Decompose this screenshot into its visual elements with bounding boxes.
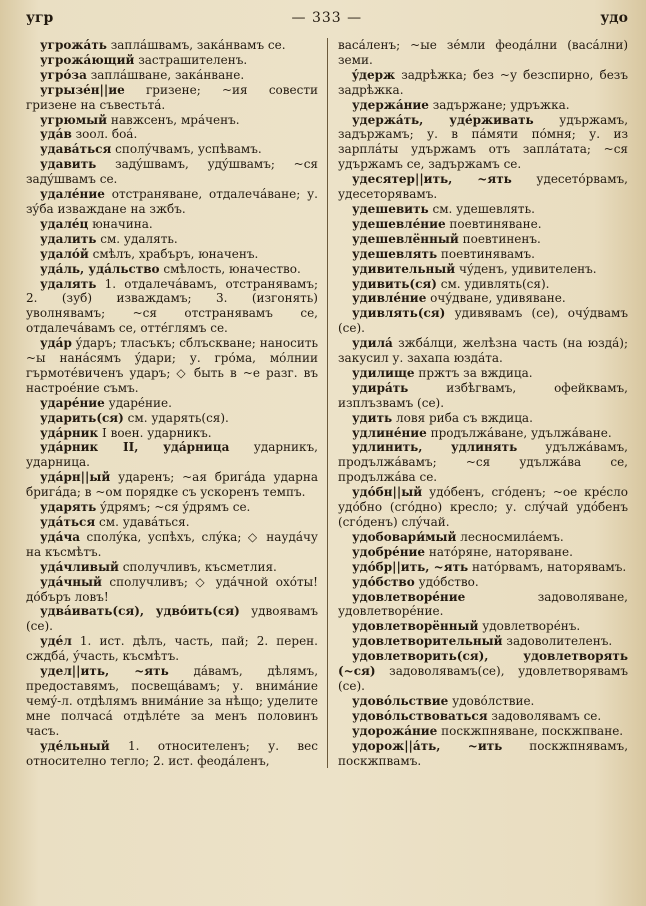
- entry-definition: удовлетворéнъ.: [478, 619, 581, 634]
- entry-headword: удилище: [352, 365, 415, 380]
- entry-definition: см. удавáться.: [95, 515, 190, 529]
- entry-headword: удовóльствие: [352, 693, 449, 708]
- entry-definition: задýшвамъ, удýшвамъ; ~ся задýшвамъ се.: [26, 157, 318, 187]
- entry-definition: навжсенъ, мрáченъ.: [107, 112, 240, 127]
- entry-definition: ýдрямъ; ~ся ýдрямъ се.: [96, 500, 251, 515]
- entry-headword: удáрн||ый: [40, 470, 111, 485]
- entry-headword: удивлéние: [352, 291, 427, 306]
- dictionary-entry: [338, 247, 628, 262]
- entry-definition: 1. отдалечáвамъ, отстранявамъ; 2. (зуб) изваждамъ; 3. (изгонять) уволнявамъ; ~ся отстранявамъ се, отдалечáвамъ се, оттéглямъ се.: [26, 276, 318, 336]
- entry-headword: удалить: [40, 231, 97, 246]
- entry-definition: см. удивлять(ся).: [436, 276, 550, 291]
- entry-definition: ударéние.: [104, 395, 172, 410]
- entry-headword: удалéние: [40, 187, 105, 202]
- dictionary-entry: [26, 38, 318, 53]
- entry-headword: удéл: [40, 634, 72, 649]
- entry-definition: см. удалять.: [96, 231, 178, 246]
- entry-definition: ýдаръ; тласъкъ; сблъскване; наносить ~ы нанáсямъ ýдари; у. грóма, мóлнии гърмотéвиченъ ударъ; ◇ быть в ~е разг. въ настроéние съмъ.: [26, 336, 318, 395]
- dictionary-entry: [26, 604, 318, 634]
- entry-definition: удържамъ, задържамъ; у. в пáмяти пóмня; у. из зарплáты удържамъ отъ заплáтата; ~ся удържамъ се, задържамъ се.: [338, 112, 629, 172]
- entry-definition: сполýчвамъ, успѣвамъ.: [111, 142, 262, 157]
- entry-definition: лесносмилáемъ.: [456, 529, 564, 544]
- entry-definition: натóряне, наторяване.: [425, 544, 573, 559]
- dictionary-entry: [338, 306, 628, 336]
- entry-headword: удешевлять: [352, 246, 438, 261]
- dictionary-entry: [26, 68, 318, 83]
- entry-headword: удáться: [40, 515, 96, 529]
- entry-definition: заплáшване, закáнване.: [86, 67, 245, 82]
- entry-definition: продължáване, удължáване.: [426, 425, 612, 440]
- entry-definition: сполучливъ; ◇ удáчной охóты! дóбъръ ловъ!: [26, 574, 318, 604]
- dictionary-entry: [338, 217, 628, 232]
- dictionary-entry: [338, 68, 628, 98]
- entry-definition: очýдване, удивяване.: [426, 291, 566, 306]
- entry-definition: поевтинявамъ.: [437, 246, 535, 261]
- entry-definition: поскжпняване, поскжпване.: [437, 723, 624, 738]
- dictionary-entry: [26, 336, 318, 396]
- dictionary-entry: [338, 381, 628, 411]
- entry-headword: удешевить: [352, 201, 429, 216]
- dictionary-entry: [26, 470, 318, 500]
- entry-definition: гризене; ~ия совести гризене на съвестьтá.: [26, 82, 318, 112]
- dictionary-entry: [338, 98, 628, 113]
- entry-headword: угрюмый: [40, 112, 108, 127]
- entry-definition: чýденъ, удивителенъ.: [455, 261, 597, 276]
- entry-headword: удалéц: [40, 216, 89, 231]
- entry-headword: угрожáющий: [40, 52, 135, 67]
- dictionary-entry: [338, 366, 628, 381]
- entry-definition: избѣгвамъ, офейквамъ, изплъзвамъ (се).: [338, 380, 628, 410]
- entry-definition: удовóлствие.: [448, 693, 535, 708]
- entry-definition: натóрвамъ, наторявамъ.: [468, 559, 627, 574]
- dictionary-entry: [338, 545, 628, 560]
- dictionary-entry: [26, 440, 318, 470]
- dictionary-entry: [338, 291, 628, 306]
- dictionary-entry: [26, 634, 318, 664]
- entry-headword: удирáть: [352, 380, 409, 395]
- dictionary-entry: [26, 232, 318, 247]
- entry-definition: поскжпнявамъ, поскжпвамъ.: [338, 738, 629, 768]
- entry-headword: удивительный: [352, 261, 456, 276]
- entry-definition: задоволявамъ се.: [487, 708, 602, 723]
- entry-headword: удвáивать(ся), удвóить(ся): [40, 604, 240, 619]
- entry-headword: удивлять(ся): [352, 306, 446, 321]
- right-column: [327, 38, 628, 768]
- left-guide-word: угр: [26, 10, 54, 26]
- entry-headword: угрызéн||ие: [40, 82, 125, 97]
- dictionary-entry: [26, 411, 318, 426]
- entry-definition: смѣлость, юначество.: [159, 261, 301, 276]
- dictionary-entry: [338, 739, 628, 769]
- entry-headword: удешевлéние: [352, 216, 446, 231]
- entry-headword: удáча: [40, 529, 81, 544]
- entry-headword: удáль, удáльство: [40, 261, 160, 276]
- dictionary-entry: [26, 127, 318, 142]
- entry-headword: удел||ить, ~ять: [40, 664, 169, 679]
- entry-definition: отстраняване, отдалечáване; у. зýба изваждане на зжбъ.: [26, 187, 318, 216]
- entry-definition: удвоявамъ (се).: [26, 604, 318, 634]
- entry-definition: удесетóрвамъ, удесеторявамъ.: [338, 172, 628, 202]
- entry-headword: удóбн||ый: [352, 485, 423, 500]
- dictionary-entry: [338, 277, 628, 292]
- entry-definition: сполучливъ, късметлия.: [118, 559, 277, 574]
- dictionary-entry: [338, 336, 628, 366]
- dictionary-entry: [26, 217, 318, 232]
- dictionary-entry: [338, 634, 628, 649]
- page-header: [26, 10, 628, 32]
- entry-definition: см. удешевлять.: [428, 201, 535, 216]
- dictionary-entry: [338, 172, 628, 202]
- dictionary-entry: [26, 396, 318, 411]
- entry-headword: ýдерж: [352, 67, 396, 82]
- entry-headword: удáв: [40, 127, 72, 142]
- entry-definition: васáленъ; ~ые зéмли феодáлни (васáлни) земи.: [338, 38, 628, 67]
- entry-definition: удóбство.: [414, 574, 479, 589]
- entry-headword: удóбство: [352, 574, 415, 589]
- dictionary-entry: [338, 411, 628, 426]
- entry-definition: 1. относителенъ; у. вес относително тегло; 2. ист. феодáленъ,: [26, 738, 318, 768]
- dictionary-entry: [338, 724, 628, 739]
- dictionary-entry: [338, 440, 628, 485]
- entry-definition: задържане; удръжка.: [428, 97, 570, 112]
- dictionary-entry: [338, 590, 628, 620]
- entry-definition: смѣлъ, храбъръ, юначенъ.: [88, 246, 259, 261]
- dictionary-entry: [338, 649, 628, 694]
- dictionary-entry: [26, 83, 318, 113]
- entry-headword: удить: [352, 410, 393, 425]
- entry-headword: удéльный: [40, 738, 110, 753]
- dictionary-entry: [26, 500, 318, 515]
- dictionary-entry: [26, 262, 318, 277]
- entry-headword: удовлетворéние: [352, 589, 466, 604]
- entry-definition: удължáвамъ, продължáвамъ; ~ся удължáва се, продължáва се.: [338, 440, 628, 485]
- entry-definition: зжбáлци, желѣзна часть (на юздá); закусил у. захапа юздáта.: [338, 336, 628, 366]
- dictionary-entry: [26, 575, 318, 605]
- entry-headword: удорожáние: [352, 723, 438, 738]
- entry-headword: удорож||áть, ~ить: [352, 738, 503, 753]
- entry-headword: удержáть, удéрживать: [352, 112, 534, 127]
- entry-headword: угрожáть: [40, 38, 107, 52]
- dictionary-entry: [26, 739, 318, 769]
- entry-definition: ударникъ, ударница.: [26, 440, 318, 470]
- dictionary-entry: [338, 709, 628, 724]
- dictionary-entry: [26, 113, 318, 128]
- entry-definition: поевтиняване.: [445, 216, 542, 231]
- dictionary-entry: [26, 247, 318, 262]
- entry-definition: дáвамъ, дѣлямъ, предоставямъ, посвещáвамъ; у. внимáние чемý-л. отдѣлямъ внимáние за нѣщо; уделите мне полчасá отдѣлéте за менъ половинъ часъ.: [26, 664, 319, 738]
- dictionary-entry: [338, 262, 628, 277]
- dictionary-entry: [338, 575, 628, 590]
- entry-definition: удивявамъ (се), очýдвамъ (се).: [338, 306, 628, 336]
- entry-definition: I воен. ударникъ.: [98, 425, 212, 440]
- entry-headword: удовлетворённый: [352, 619, 479, 634]
- entry-headword: удáр: [40, 336, 72, 351]
- entry-headword: удавить: [40, 157, 97, 172]
- entry-headword: удáрник II, удáрница: [40, 440, 230, 455]
- entry-definition: поевтиненъ.: [458, 231, 541, 246]
- entry-headword: удешевлённый: [352, 231, 459, 246]
- entry-definition: пржтъ за вждица.: [414, 365, 533, 380]
- left-column: [26, 38, 327, 768]
- dictionary-entry: [26, 664, 318, 739]
- dictionary-entry: [26, 53, 318, 68]
- entry-definition: сполýка, успѣхъ, слýка; ◇ наудáчу на късмѣтъ.: [26, 529, 318, 559]
- dictionary-entry: [26, 530, 318, 560]
- entry-definition: задоволявамъ(се), удовлетворявамъ (се).: [338, 664, 628, 693]
- entry-definition: удóбенъ, сгóденъ; ~ое крéсло удóбно (сгóдно) кресло; у. слýчай удóбенъ (сгóденъ) слýчай.: [338, 485, 628, 529]
- entry-headword: удáчливый: [40, 559, 119, 574]
- entry-headword: удилá: [352, 336, 393, 351]
- entry-definition: застрашителенъ.: [134, 52, 248, 67]
- entry-definition: задоволяване, удовлетворéние.: [338, 589, 628, 619]
- page-number: — 333 —: [291, 10, 363, 26]
- entry-definition: заплáшвамъ, закáнвамъ се.: [106, 38, 286, 52]
- dictionary-entry: [338, 202, 628, 217]
- entry-headword: удалóй: [40, 246, 89, 261]
- entry-definition: 1. ист. дѣлъ, часть, пай; 2. перен. сждбá, ýчасть, късмѣтъ.: [26, 634, 318, 664]
- entry-definition: см. ударять(ся).: [123, 410, 229, 425]
- entry-headword: удовлетворить(ся), удовлетворять (~ся): [338, 649, 628, 679]
- entry-headword: удáчный: [40, 574, 102, 589]
- entry-headword: ударять: [40, 500, 97, 515]
- dictionary-entry: [26, 277, 318, 337]
- entry-definition: задоволителенъ.: [502, 634, 613, 649]
- dictionary-entry: [338, 485, 628, 530]
- dictionary-entry: [338, 530, 628, 545]
- entry-headword: удержáние: [352, 97, 429, 112]
- dictionary-entry: [338, 113, 628, 173]
- dictionary-entry: [338, 232, 628, 247]
- dictionary-entry: [26, 560, 318, 575]
- dictionary-entry: [26, 142, 318, 157]
- dictionary-entry: [26, 157, 318, 187]
- entry-headword: угрóза: [40, 67, 87, 82]
- entry-headword: удóбр||ить, ~ять: [352, 559, 469, 574]
- entry-definition: ловя рибa съ вждица.: [392, 410, 533, 425]
- entry-headword: удавáться: [40, 142, 112, 157]
- entry-headword: ударить(ся): [40, 410, 124, 425]
- dictionary-entry: [338, 426, 628, 441]
- entry-headword: удлинить, удлинять: [352, 440, 518, 455]
- entry-headword: удесятер||ить, ~ять: [352, 172, 512, 187]
- entry-definition: зоол. боá.: [71, 127, 138, 142]
- entry-headword: удáрник: [40, 425, 99, 440]
- dictionary-entry: [338, 38, 628, 68]
- dictionary-entry: [26, 426, 318, 441]
- entry-definition: задрѣжка; без ~у безспирно, безъ задрѣжка.: [338, 67, 628, 97]
- dictionary-entry: [26, 187, 318, 217]
- entry-headword: удлинéние: [352, 425, 427, 440]
- entry-definition: ударенъ; ~ая бригáда ударна бригáда; в ~ом порядке съ ускоренъ темпъ.: [26, 470, 318, 500]
- entry-headword: удалять: [40, 276, 97, 291]
- entry-headword: удовóльствоваться: [352, 708, 488, 723]
- dictionary-entry: [26, 515, 318, 530]
- entry-headword: удобрéние: [352, 544, 426, 559]
- dictionary-entry: [338, 694, 628, 709]
- dictionary-entry: [338, 560, 628, 575]
- entry-headword: ударéние: [40, 395, 105, 410]
- right-guide-word: удо: [600, 10, 628, 26]
- entry-headword: удовлетворительный: [352, 634, 503, 649]
- entry-headword: удобовари́мый: [352, 529, 457, 544]
- entry-headword: удивить(ся): [352, 276, 437, 291]
- entry-definition: юначина.: [88, 216, 153, 231]
- columns: [26, 38, 628, 768]
- dictionary-entry: [338, 619, 628, 634]
